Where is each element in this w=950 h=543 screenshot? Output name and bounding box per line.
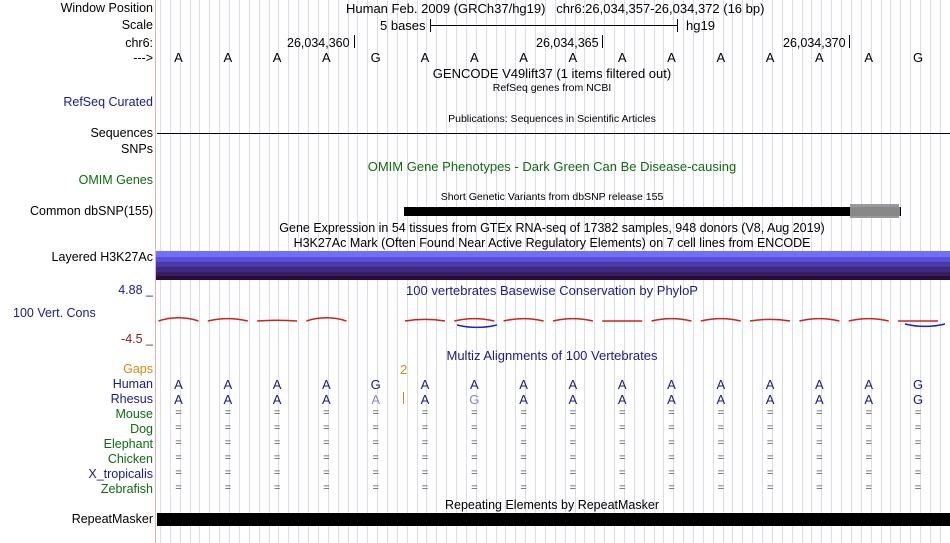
same-base-marker: = bbox=[520, 422, 527, 434]
phylop-negative-dip bbox=[905, 324, 945, 326]
same-base-marker: = bbox=[865, 407, 872, 419]
omim-track-title[interactable]: OMIM Gene Phenotypes - Dark Green Can Be Disease-causing bbox=[367, 159, 737, 174]
same-base-marker: = bbox=[421, 452, 429, 464]
same-base-marker: = bbox=[323, 452, 330, 464]
same-base-marker: = bbox=[520, 437, 527, 449]
same-base-marker: = bbox=[766, 437, 774, 449]
same-base-marker: = bbox=[816, 452, 823, 464]
phylop-positive-peak bbox=[799, 319, 839, 321]
same-base-marker: = bbox=[323, 467, 330, 479]
same-base-marker: = bbox=[224, 482, 232, 494]
repeatmasker-track-title[interactable]: Repeating Elements by RepeatMasker bbox=[444, 498, 660, 512]
layered-h3k27ac-label[interactable]: Layered H3K27Ac bbox=[51, 250, 153, 264]
human-base: A bbox=[815, 377, 824, 392]
human-base: A bbox=[420, 377, 430, 392]
human-base: A bbox=[174, 377, 183, 392]
phylop-positive-peak bbox=[257, 320, 297, 321]
repeatmasker-label[interactable]: RepeatMasker bbox=[71, 512, 153, 526]
same-base-marker: = bbox=[717, 422, 725, 434]
coord-label-1: 26,034,360 bbox=[287, 36, 350, 50]
human-base: A bbox=[617, 377, 627, 392]
chrom-label: chr6: bbox=[125, 36, 153, 50]
rhesus-insert-marker bbox=[403, 392, 404, 404]
same-base-marker: = bbox=[323, 482, 330, 494]
same-base-marker: = bbox=[273, 437, 281, 449]
human-base: A bbox=[223, 377, 233, 392]
same-base-marker: = bbox=[569, 467, 577, 479]
human-base: A bbox=[667, 377, 676, 392]
same-base-marker: = bbox=[224, 467, 232, 479]
same-base-marker: = bbox=[914, 407, 922, 419]
sequence-base: A bbox=[716, 50, 726, 65]
rhesus-base: A bbox=[617, 392, 627, 407]
same-base-marker: = bbox=[175, 422, 182, 434]
sequence-base: A bbox=[420, 50, 430, 65]
sequence-base: A bbox=[617, 50, 627, 65]
window-position-value: Human Feb. 2009 (GRCh37/hg19) chr6:26,034,357-26,034,372 (16 bp) bbox=[346, 1, 765, 16]
dbsnp-track-title[interactable]: Short Genetic Variants from dbSNP release 155 bbox=[440, 191, 664, 203]
same-base-marker: = bbox=[224, 452, 232, 464]
common-dbsnp-label[interactable]: Common dbSNP(155) bbox=[30, 204, 153, 218]
same-base-marker: = bbox=[914, 422, 922, 434]
same-base-marker: = bbox=[372, 422, 379, 434]
window-position-label: Window Position bbox=[60, 1, 153, 15]
same-base-marker: = bbox=[175, 437, 182, 449]
phylop-positive-peak bbox=[306, 318, 346, 321]
same-base-marker: = bbox=[273, 422, 281, 434]
same-base-marker: = bbox=[224, 422, 232, 434]
same-base-marker: = bbox=[914, 482, 922, 494]
phylop-positive-peak bbox=[208, 319, 248, 321]
species-label-human[interactable]: Human bbox=[112, 377, 153, 391]
human-base: A bbox=[765, 377, 775, 392]
phylop-min-label: -4.5 _ bbox=[121, 332, 153, 346]
rhesus-base: A bbox=[371, 392, 381, 407]
same-base-marker: = bbox=[717, 407, 725, 419]
same-base-marker: = bbox=[618, 467, 626, 479]
rhesus-base: A bbox=[716, 392, 726, 407]
phylop-positive-peak bbox=[701, 319, 741, 321]
same-base-marker: = bbox=[668, 422, 675, 434]
same-base-marker: = bbox=[717, 482, 725, 494]
species-label-elephant[interactable]: Elephant bbox=[103, 437, 153, 451]
same-base-marker: = bbox=[471, 407, 478, 419]
phylop-positive-peak bbox=[405, 319, 445, 321]
same-base-marker: = bbox=[569, 452, 577, 464]
phylop-positive-peak bbox=[849, 319, 889, 321]
sequence-base: A bbox=[174, 50, 183, 65]
same-base-marker: = bbox=[471, 437, 478, 449]
same-base-marker: = bbox=[618, 407, 626, 419]
gencode-track-title[interactable]: GENCODE V49lift37 (1 items filtered out) bbox=[432, 66, 672, 81]
phylop-positive-peak bbox=[159, 318, 199, 321]
strand-label: ---> bbox=[133, 51, 153, 65]
same-base-marker: = bbox=[175, 467, 182, 479]
phylop-positive-peak bbox=[553, 319, 593, 321]
same-base-marker: = bbox=[569, 437, 577, 449]
rhesus-base: G bbox=[469, 392, 480, 407]
same-base-marker: = bbox=[816, 437, 823, 449]
same-base-marker: = bbox=[865, 422, 872, 434]
rhesus-base: A bbox=[864, 392, 874, 407]
phylop-negative-dip bbox=[457, 325, 497, 327]
same-base-marker: = bbox=[618, 422, 626, 434]
rhesus-base: A bbox=[519, 392, 528, 407]
refseq-curated-label[interactable]: RefSeq Curated bbox=[63, 95, 153, 109]
same-base-marker: = bbox=[273, 407, 281, 419]
gaps-label[interactable]: Gaps bbox=[123, 362, 153, 376]
human-base: A bbox=[864, 377, 874, 392]
phylop-positive-peak bbox=[504, 319, 544, 321]
same-base-marker: = bbox=[816, 422, 823, 434]
same-base-marker: = bbox=[717, 437, 725, 449]
human-base: G bbox=[370, 377, 381, 392]
same-base-marker: = bbox=[618, 437, 626, 449]
same-base-marker: = bbox=[569, 482, 577, 494]
rhesus-base: A bbox=[765, 392, 775, 407]
same-base-marker: = bbox=[816, 407, 823, 419]
same-base-marker: = bbox=[372, 467, 379, 479]
rhesus-base: A bbox=[272, 392, 282, 407]
same-base-marker: = bbox=[421, 422, 429, 434]
refseq-track-title[interactable]: RefSeq genes from NCBI bbox=[492, 82, 612, 94]
human-base: A bbox=[322, 377, 331, 392]
scale-label: Scale bbox=[121, 18, 153, 32]
same-base-marker: = bbox=[668, 452, 675, 464]
same-base-marker: = bbox=[224, 437, 232, 449]
human-base: G bbox=[912, 377, 924, 392]
species-label-mouse[interactable]: Mouse bbox=[115, 407, 153, 421]
sequence-base: A bbox=[568, 50, 578, 65]
same-base-marker: = bbox=[816, 467, 823, 479]
same-base-marker: = bbox=[175, 482, 182, 494]
same-base-marker: = bbox=[569, 407, 577, 419]
same-base-marker: = bbox=[668, 437, 675, 449]
same-base-marker: = bbox=[224, 407, 232, 419]
human-base: A bbox=[469, 377, 479, 392]
sequence-base: G bbox=[912, 50, 924, 65]
same-base-marker: = bbox=[471, 467, 478, 479]
same-base-marker: = bbox=[914, 437, 922, 449]
same-base-marker: = bbox=[914, 467, 922, 479]
species-label-rhesus[interactable]: Rhesus bbox=[110, 392, 153, 406]
sequence-base: A bbox=[223, 50, 233, 65]
sequence-base: A bbox=[272, 50, 282, 65]
human-base: A bbox=[272, 377, 282, 392]
same-base-marker: = bbox=[175, 452, 182, 464]
same-base-marker: = bbox=[323, 422, 330, 434]
phylop-track-title[interactable]: 100 vertebrates Basewise Conservation by PhyloP bbox=[406, 283, 698, 298]
same-base-marker: = bbox=[668, 407, 675, 419]
same-base-marker: = bbox=[273, 467, 281, 479]
sequence-base: G bbox=[370, 50, 381, 65]
coord-label-3: 26,034,370 bbox=[783, 36, 846, 50]
sequence-base: A bbox=[519, 50, 528, 65]
sequence-base: A bbox=[469, 50, 479, 65]
scale-assembly: hg19 bbox=[686, 18, 715, 33]
same-base-marker: = bbox=[421, 407, 429, 419]
human-base: A bbox=[519, 377, 528, 392]
species-label-zebrafish[interactable]: Zebrafish bbox=[100, 482, 153, 496]
same-base-marker: = bbox=[471, 422, 478, 434]
rhesus-base: A bbox=[568, 392, 578, 407]
same-base-marker: = bbox=[323, 407, 330, 419]
same-base-marker: = bbox=[766, 452, 774, 464]
rhesus-base: A bbox=[420, 392, 430, 407]
same-base-marker: = bbox=[816, 482, 823, 494]
same-base-marker: = bbox=[421, 437, 429, 449]
same-base-marker: = bbox=[520, 452, 527, 464]
same-base-marker: = bbox=[372, 482, 379, 494]
h3k27ac-track-title[interactable]: H3K27Ac Mark (Often Found Near Active Regulatory Elements) on 7 cell lines from ENCODE bbox=[293, 236, 811, 250]
same-base-marker: = bbox=[766, 482, 774, 494]
rhesus-base: A bbox=[223, 392, 233, 407]
same-base-marker: = bbox=[618, 452, 626, 464]
same-base-marker: = bbox=[421, 467, 429, 479]
same-base-marker: = bbox=[865, 482, 872, 494]
repeatmasker-feature[interactable] bbox=[157, 513, 950, 526]
same-base-marker: = bbox=[372, 407, 379, 419]
species-label-dog[interactable]: Dog bbox=[130, 422, 153, 436]
phylop-positive-peak bbox=[652, 319, 692, 321]
same-base-marker: = bbox=[766, 467, 774, 479]
snps-label[interactable]: SNPs bbox=[121, 142, 153, 156]
sequence-base: A bbox=[864, 50, 874, 65]
gtex-track-title[interactable]: Gene Expression in 54 tissues from GTEx RNA-seq of 17382 samples, 948 donors (V8, Aug 2019) bbox=[279, 221, 825, 235]
sequence-base: A bbox=[667, 50, 676, 65]
sequence-base: A bbox=[815, 50, 824, 65]
sequence-base: A bbox=[765, 50, 775, 65]
coord-label-2: 26,034,365 bbox=[536, 36, 599, 50]
same-base-marker: = bbox=[273, 452, 281, 464]
same-base-marker: = bbox=[717, 452, 725, 464]
rhesus-base: A bbox=[667, 392, 676, 407]
same-base-marker: = bbox=[865, 437, 872, 449]
human-base: A bbox=[568, 377, 578, 392]
same-base-marker: = bbox=[914, 452, 922, 464]
same-base-marker: = bbox=[520, 467, 527, 479]
same-base-marker: = bbox=[865, 467, 872, 479]
rhesus-base: A bbox=[322, 392, 331, 407]
same-base-marker: = bbox=[865, 452, 872, 464]
same-base-marker: = bbox=[471, 482, 478, 494]
same-base-marker: = bbox=[766, 422, 774, 434]
sequences-label[interactable]: Sequences bbox=[90, 126, 153, 140]
same-base-marker: = bbox=[273, 482, 281, 494]
rhesus-base: A bbox=[815, 392, 824, 407]
same-base-marker: = bbox=[471, 452, 478, 464]
human-base: A bbox=[716, 377, 726, 392]
same-base-marker: = bbox=[569, 422, 577, 434]
species-label-x-tropicalis[interactable]: X_tropicalis bbox=[88, 467, 153, 481]
phylop-max-label: 4.88 _ bbox=[118, 283, 153, 297]
same-base-marker: = bbox=[668, 482, 675, 494]
vert-cons-label[interactable]: 100 Vert. Cons bbox=[13, 306, 96, 320]
publications-track-title[interactable]: Publications: Sequences in Scientific Articles bbox=[448, 113, 656, 125]
rhesus-base: G bbox=[912, 392, 924, 407]
same-base-marker: = bbox=[372, 437, 379, 449]
same-base-marker: = bbox=[175, 407, 182, 419]
phylop-positive-peak bbox=[454, 319, 494, 321]
same-base-marker: = bbox=[717, 467, 725, 479]
same-base-marker: = bbox=[520, 482, 527, 494]
same-base-marker: = bbox=[421, 482, 429, 494]
species-label-chicken[interactable]: Chicken bbox=[107, 452, 153, 466]
gaps-value: 2 bbox=[400, 362, 408, 377]
same-base-marker: = bbox=[668, 467, 675, 479]
same-base-marker: = bbox=[766, 407, 774, 419]
same-base-marker: = bbox=[323, 437, 330, 449]
sequence-base: A bbox=[322, 50, 331, 65]
multiz-track-title[interactable]: Multiz Alignments of 100 Vertebrates bbox=[446, 348, 658, 363]
same-base-marker: = bbox=[618, 482, 626, 494]
omim-genes-label[interactable]: OMIM Genes bbox=[78, 173, 153, 187]
phylop-positive-peak bbox=[750, 319, 790, 321]
scale-text: 5 bases bbox=[380, 18, 426, 33]
same-base-marker: = bbox=[520, 407, 527, 419]
same-base-marker: = bbox=[372, 452, 379, 464]
rhesus-base: A bbox=[174, 392, 183, 407]
